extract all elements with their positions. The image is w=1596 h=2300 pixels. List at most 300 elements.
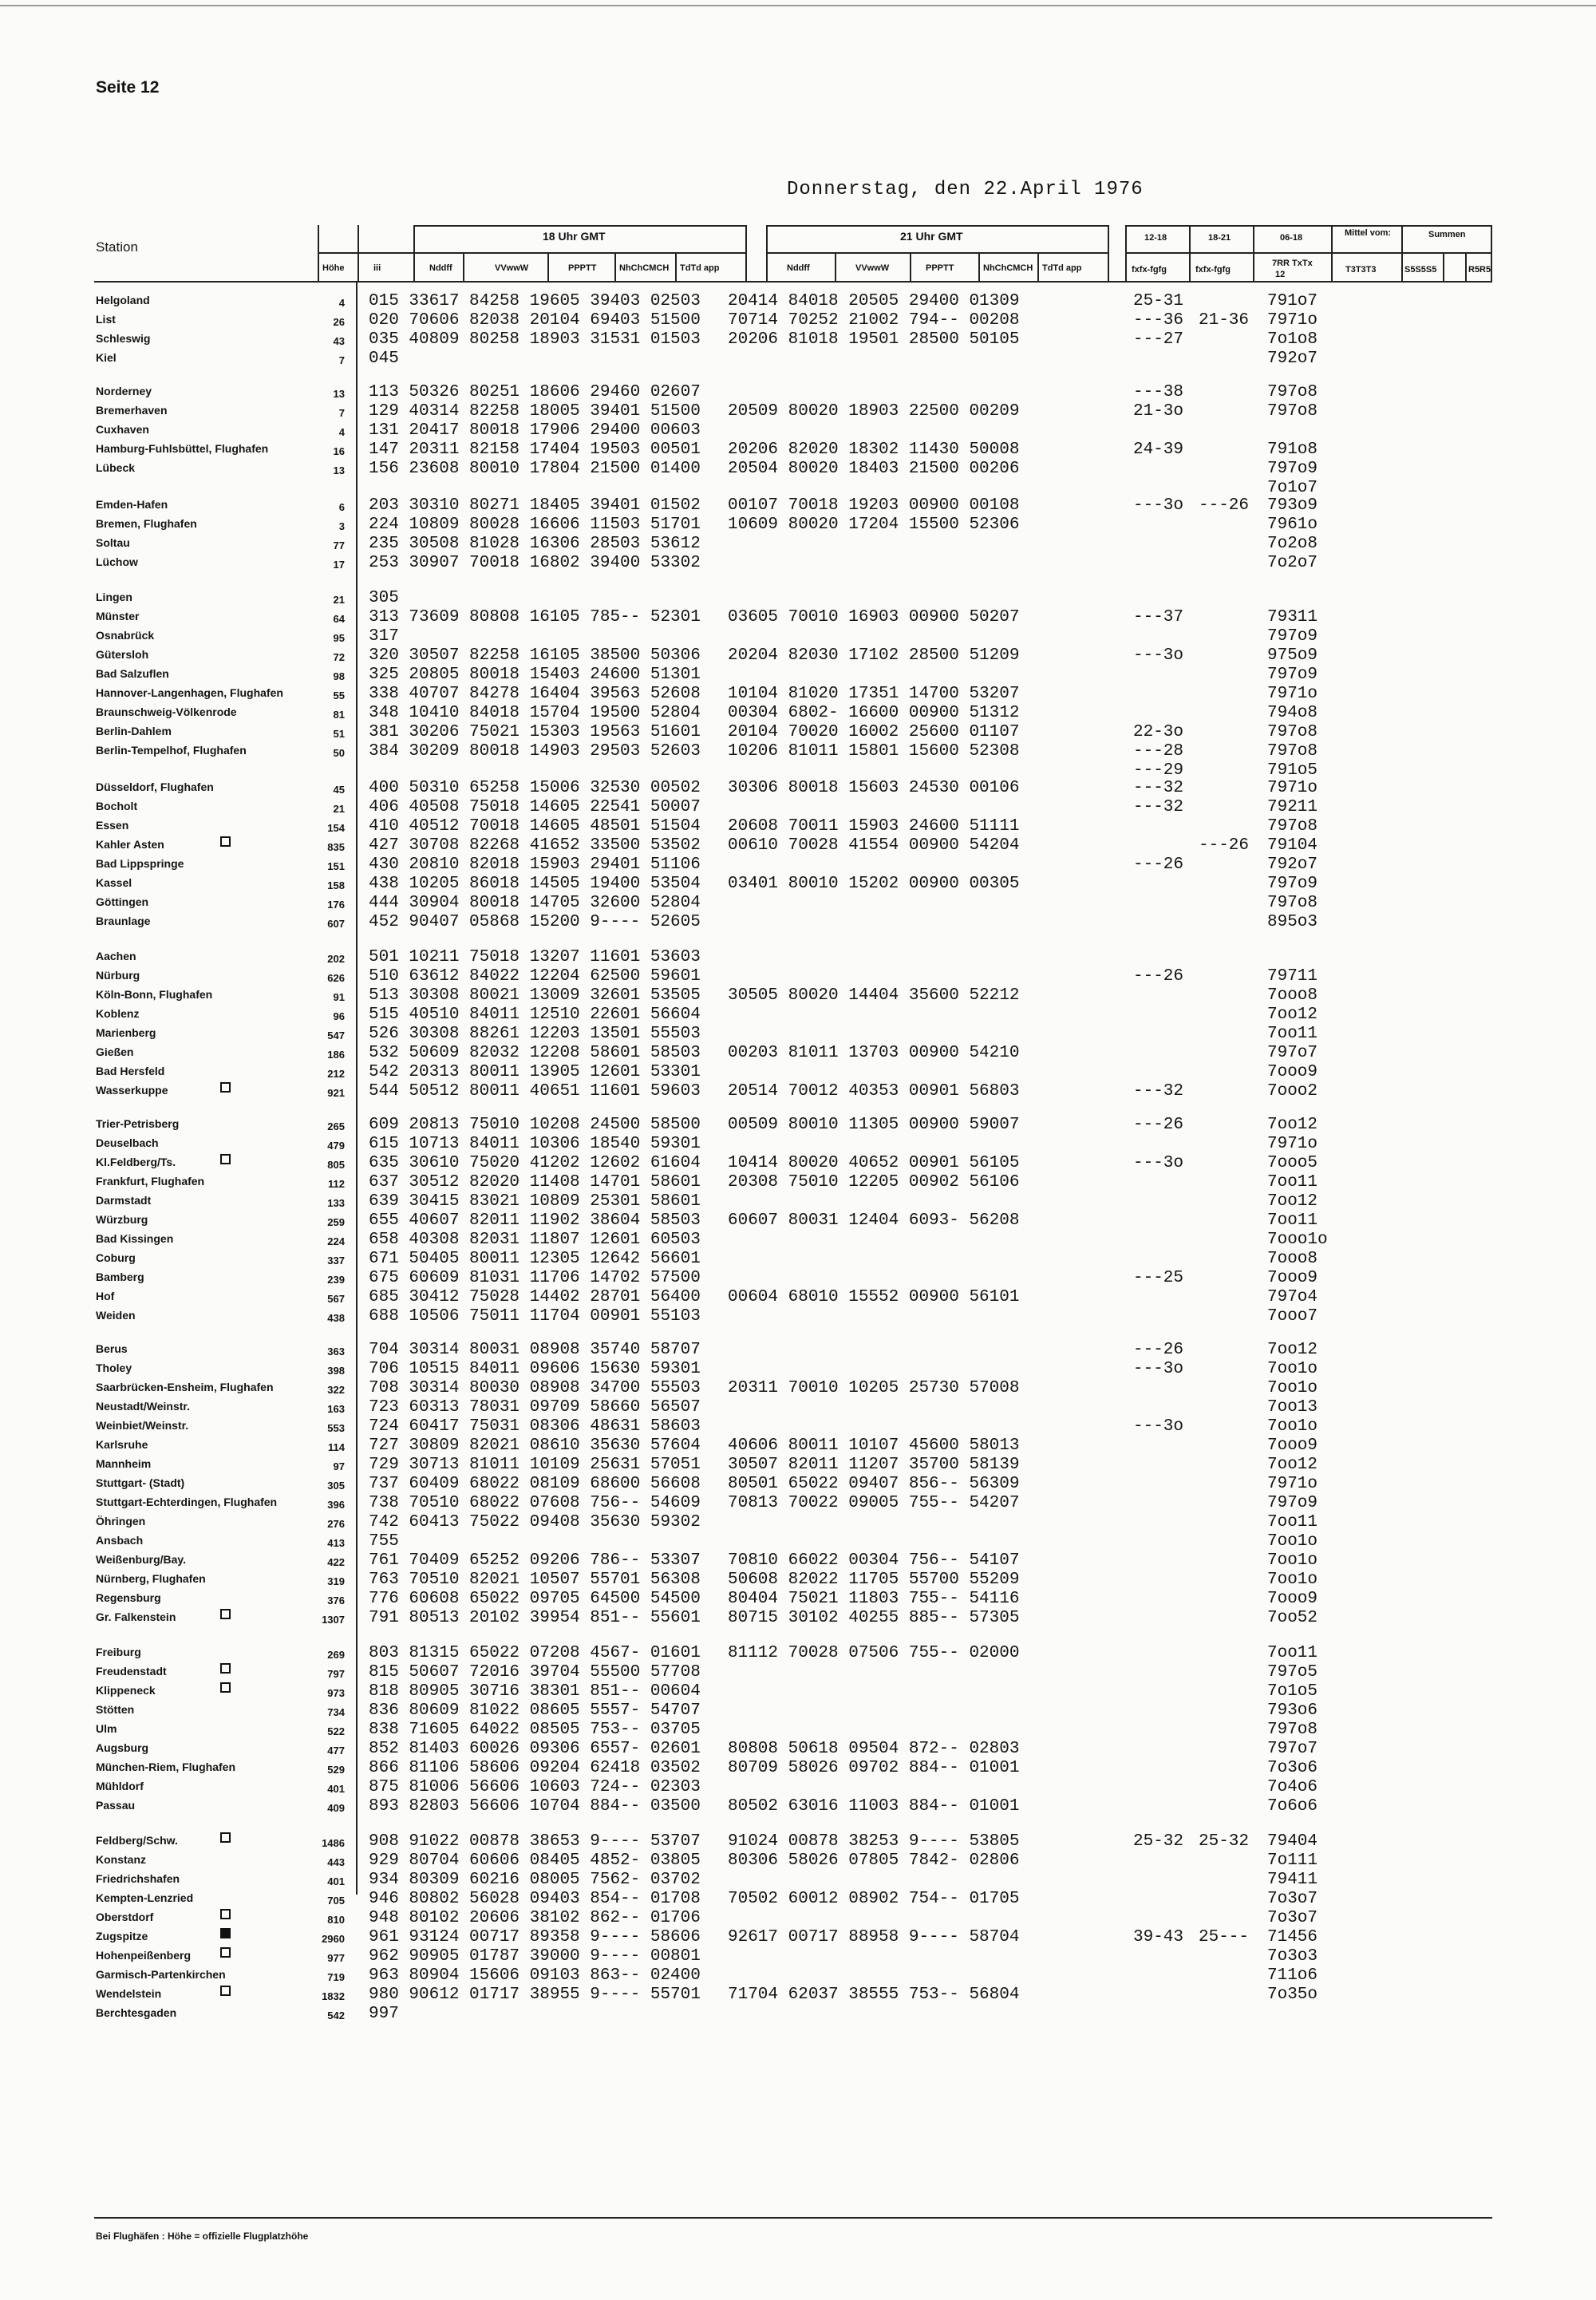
obs-18-gmt: 438 10205 86018 14505 19400 53504: [369, 875, 701, 893]
station-name: Hannover-Langenhagen, Flughafen: [96, 686, 283, 699]
obs-18-gmt: 729 30713 81011 10109 25631 57051: [369, 1456, 701, 1474]
table-row: [0, 1532, 1596, 1551]
station-name: Marienberg: [96, 1026, 156, 1039]
gust-12-18: ---3o: [1133, 1154, 1184, 1172]
table-row: [0, 1986, 1596, 2005]
table-row: [0, 292, 1596, 311]
rain-temp-06-18: 793o9: [1267, 496, 1318, 515]
gust-18-21: 25-32: [1199, 1832, 1250, 1851]
station-name: Ulm: [96, 1722, 117, 1735]
obs-18-gmt: 929 80704 60606 08405 4852- 03805: [369, 1851, 701, 1870]
table-row: [0, 1135, 1596, 1154]
station-height: 479: [327, 1140, 345, 1152]
station-height: 43: [333, 335, 345, 347]
obs-21-gmt: 30306 80018 15603 24530 00106: [728, 779, 1020, 797]
station-name: Emden-Hafen: [96, 498, 168, 511]
station-height: 553: [327, 1422, 345, 1434]
station-name: Bamberg: [96, 1271, 144, 1283]
obs-18-gmt: 658 40308 82031 11807 12601 60503: [369, 1231, 701, 1249]
gust-12-18: ---26: [1133, 967, 1184, 986]
station-name: Bad Kissingen: [96, 1232, 174, 1245]
table-row: [0, 421, 1596, 441]
station-height: 607: [327, 918, 345, 930]
obs-21-gmt: 70714 70252 21002 794-- 00208: [728, 311, 1020, 330]
table-row: [0, 330, 1596, 350]
col-12-18-header: 12-18: [1144, 233, 1167, 243]
gust-12-18: ---37: [1133, 608, 1184, 626]
obs-18-gmt: 791 80513 20102 39954 851-- 55601: [369, 1609, 701, 1627]
station-name: Gütersloh: [96, 648, 149, 661]
obs-21-gmt: 10414 80020 40652 00901 56105: [728, 1154, 1020, 1172]
obs-18-gmt: 776 60608 65022 09705 64500 54500: [369, 1590, 701, 1608]
square-icon: [220, 1986, 231, 1996]
table-row: [0, 1513, 1596, 1532]
table-row: [0, 1966, 1596, 1986]
obs-21-gmt: 80306 58026 07805 7842- 02806: [728, 1851, 1020, 1870]
station-name: Lüchow: [96, 555, 138, 568]
rain-temp-06-18: 7ooo7: [1267, 1307, 1318, 1326]
obs-18-gmt: 542 20313 80011 13905 12601 53301: [369, 1063, 701, 1081]
obs-18-gmt: 515 40510 84011 12510 22601 56604: [369, 1006, 701, 1024]
rain-temp-06-18: 7o3o7: [1267, 1909, 1318, 1927]
obs-21-gmt: 80715 30102 40255 885-- 57305: [728, 1609, 1020, 1627]
rain-temp-06-18: 797o7: [1267, 1740, 1318, 1758]
station-height: 626: [327, 972, 345, 984]
station-height: 64: [333, 613, 345, 625]
obs-18-gmt: 203 30310 80271 18405 39401 01502: [369, 496, 701, 515]
station-height: 438: [327, 1312, 345, 1324]
gust-12-18: 21-3o: [1133, 402, 1184, 421]
station-name: Schleswig: [96, 332, 151, 345]
rain-temp-06-18: 7ooo9: [1267, 1063, 1318, 1081]
table-row: [0, 986, 1596, 1006]
station-name: Weiden: [96, 1309, 136, 1322]
obs-21-gmt: 50608 82022 11705 55700 55209: [728, 1571, 1020, 1589]
station-name: Münster: [96, 610, 140, 622]
obs-21-gmt: 60607 80031 12404 6093- 56208: [728, 1211, 1020, 1230]
station-height: 98: [333, 670, 345, 682]
rain-temp-06-18: 7oo1o: [1267, 1551, 1318, 1570]
obs-18-gmt: 706 10515 84011 09606 15630 59301: [369, 1360, 701, 1378]
gust-12-18: 22-3o: [1133, 723, 1184, 741]
station-height: 72: [333, 651, 345, 663]
obs-18-gmt: 685 30412 75028 14402 28701 56400: [369, 1288, 701, 1306]
obs-18-gmt: 763 70510 82021 10507 55701 56308: [369, 1571, 701, 1589]
obs-18-gmt: 637 30512 82020 11408 14701 58601: [369, 1173, 701, 1191]
station-height: 50: [333, 747, 345, 759]
rain-temp-06-18: 7ooo8: [1267, 1250, 1318, 1268]
station-name: Düsseldorf, Flughafen: [96, 780, 214, 793]
obs-18-gmt: 655 40607 82011 11902 38604 58503: [369, 1211, 701, 1230]
table-row: [0, 817, 1596, 836]
station-height: 443: [327, 1856, 345, 1868]
obs-18-gmt: 818 80905 30716 38301 851-- 00604: [369, 1682, 701, 1701]
obs-18-gmt: 866 81106 58606 09204 62418 03502: [369, 1759, 701, 1777]
rain-temp-06-18: 797o8: [1267, 817, 1318, 836]
table-row: [0, 1663, 1596, 1682]
table-row: [0, 516, 1596, 535]
station-height: 337: [327, 1255, 345, 1267]
table-row: [0, 383, 1596, 402]
gust-12-18: ---3o: [1133, 646, 1184, 665]
obs-18-gmt: 948 80102 20606 38102 862-- 01706: [369, 1909, 701, 1927]
gust-12-18: ---32: [1133, 779, 1184, 797]
station-name: Essen: [96, 819, 129, 832]
table-row: [0, 948, 1596, 967]
station-name: Stuttgart-Echterdingen, Flughafen: [96, 1496, 278, 1508]
station-name: Klippeneck: [96, 1684, 156, 1697]
station-name: Freiburg: [96, 1646, 141, 1658]
gust-12-18: ---28: [1133, 742, 1184, 761]
table-row: [0, 1063, 1596, 1082]
obs-18-gmt: 320 30507 82258 16105 38500 50306: [369, 646, 701, 665]
table-row: [0, 1154, 1596, 1173]
obs-18-gmt: 836 80609 81022 08605 5557- 54707: [369, 1701, 701, 1720]
rain-temp-06-18: 791o8: [1267, 441, 1318, 459]
obs-18-gmt: 513 30308 80021 13009 32601 53505: [369, 986, 701, 1005]
obs-18-gmt: 934 80309 60216 08005 7562- 03702: [369, 1871, 701, 1889]
rain-temp-06-18: 797o7: [1267, 1044, 1318, 1062]
obs-18-gmt: 305: [369, 589, 399, 607]
obs-18-gmt: 803 81315 65022 07208 4567- 01601: [369, 1644, 701, 1662]
rain-temp-06-18: 7o4o6: [1267, 1778, 1318, 1796]
rain-temp-06-18: 7oo12: [1267, 1006, 1318, 1024]
obs-21-gmt: 70502 60012 08902 754-- 01705: [728, 1890, 1020, 1908]
station-name: Bremerhaven: [96, 404, 168, 417]
square-icon: [220, 1832, 231, 1843]
rain-temp-06-18: 797o8: [1267, 1721, 1318, 1739]
station-name: Stötten: [96, 1703, 135, 1716]
rain-temp-06-18: 797o8: [1267, 742, 1318, 761]
station-name: Weißenburg/Bay.: [96, 1553, 187, 1566]
obs-18-gmt: 946 80802 56028 09403 854-- 01708: [369, 1890, 701, 1908]
station-height: 133: [327, 1197, 345, 1209]
obs-18-gmt: 723 60313 78031 09709 58660 56507: [369, 1398, 701, 1417]
r5-header: R5R5: [1468, 265, 1491, 275]
rain-temp-06-18: 797o9: [1267, 1494, 1318, 1512]
station-name: Kiel: [96, 351, 117, 364]
station-name: Cuxhaven: [96, 423, 149, 436]
obs-18-gmt: 501 10211 75018 13207 11601 53603: [369, 948, 701, 966]
fx-header: fxfx-fgfg: [1195, 265, 1231, 275]
rain-temp-06-18: 794o8: [1267, 704, 1318, 722]
square-icon: [220, 836, 231, 847]
station-height: 401: [327, 1783, 345, 1795]
table-row: [0, 1551, 1596, 1571]
station-height: 112: [328, 1178, 345, 1190]
table-row: [0, 666, 1596, 685]
obs-18-gmt: 427 30708 82268 41652 33500 53502: [369, 836, 701, 855]
station-height: 422: [327, 1556, 345, 1568]
station-height: 409: [327, 1802, 345, 1814]
footer-line: [94, 2217, 1492, 2219]
gust-12-18: ---26: [1133, 856, 1184, 874]
rain-temp-06-18: 7ooo8: [1267, 986, 1318, 1005]
rain-temp-06-18: 79411: [1267, 1871, 1318, 1889]
station-name: Karlsruhe: [96, 1438, 148, 1451]
station-height: 239: [327, 1274, 345, 1286]
station-name: Zugspitze: [96, 1930, 148, 1942]
station-name: Friedrichshafen: [96, 1872, 180, 1885]
station-height: 973: [327, 1687, 345, 1699]
col-header: VVwwW: [495, 263, 529, 273]
gust-12-18: 25-32: [1133, 1832, 1184, 1851]
station-height: 835: [327, 841, 345, 853]
rain-temp-06-18: 797o5: [1267, 1663, 1318, 1682]
obs-21-gmt: 20204 82030 17102 28500 51209: [728, 646, 1020, 665]
obs-18-gmt: 253 30907 70018 16802 39400 53302: [369, 554, 701, 572]
gust-12-18: ---36: [1133, 311, 1184, 330]
table-row: [0, 350, 1596, 369]
obs-18-gmt: 838 71605 64022 08505 753-- 03705: [369, 1721, 701, 1739]
obs-18-gmt: 400 50310 65258 15006 32530 00502: [369, 779, 701, 797]
station-name: Kempten-Lenzried: [96, 1891, 194, 1904]
station-name: Kahler Asten: [96, 838, 164, 851]
station-name: Nürburg: [96, 969, 140, 982]
table-row: [0, 1456, 1596, 1475]
station-name: Garmisch-Partenkirchen: [96, 1968, 226, 1981]
col-header: VVwwW: [855, 263, 890, 273]
rain-temp-06-18: 7o2o7: [1267, 554, 1318, 572]
obs-18-gmt: 893 82803 56606 10704 884-- 03500: [369, 1797, 701, 1816]
obs-18-gmt: 325 20805 80018 15403 24600 51301: [369, 666, 701, 684]
gust-12-18: ---29: [1133, 761, 1184, 780]
obs-21-gmt: 20311 70010 10205 25730 57008: [728, 1379, 1020, 1397]
obs-18-gmt: 704 30314 80031 08908 35740 58707: [369, 1341, 701, 1359]
obs-21-gmt: 00509 80010 11305 00900 59007: [728, 1116, 1020, 1134]
rain-temp-06-18: 792o7: [1267, 856, 1318, 874]
table-row: [0, 441, 1596, 460]
col-header: PPPTT: [926, 263, 954, 273]
rain-temp-06-18: 7oo11: [1267, 1211, 1318, 1230]
station-height: 55: [333, 690, 345, 701]
station-name: Soltau: [96, 536, 130, 549]
obs-18-gmt: 675 60609 81031 11706 14702 57500: [369, 1269, 701, 1287]
obs-18-gmt: 224 10809 80028 16606 11503 51701: [369, 516, 701, 534]
table-row: [0, 913, 1596, 932]
station-name: Helgoland: [96, 294, 150, 306]
gust-12-18: ---26: [1133, 1116, 1184, 1134]
rain-temp-06-18: 7oo1o: [1267, 1379, 1318, 1397]
obs-21-gmt: 00107 70018 19203 00900 00108: [728, 496, 1020, 515]
rain-temp-06-18: 895o3: [1267, 913, 1318, 931]
obs-18-gmt: 742 60413 75022 09408 35630 59302: [369, 1513, 701, 1531]
col-header: NhChCMCH: [619, 263, 670, 273]
obs-18-gmt: 615 10713 84011 10306 18540 59301: [369, 1135, 701, 1153]
station-name: Bad Salzuflen: [96, 667, 169, 680]
station-height: 81: [333, 709, 345, 721]
obs-18-gmt: 875 81006 56606 10603 724-- 02303: [369, 1778, 701, 1796]
station-name: Kassel: [96, 876, 132, 889]
station-height: 51: [333, 728, 345, 740]
station-height: 322: [327, 1384, 345, 1396]
station-name: Coburg: [96, 1251, 136, 1264]
obs-18-gmt: 526 30308 88261 12203 13501 55503: [369, 1025, 701, 1043]
station-height: 269: [327, 1649, 345, 1661]
rain-temp-06-18: 711o6: [1267, 1966, 1318, 1985]
station-height: 522: [327, 1725, 345, 1737]
station-header: Station: [96, 239, 138, 255]
station-name: Wendelstein: [96, 1987, 162, 2000]
obs-21-gmt: 71704 62037 38555 753-- 56804: [728, 1986, 1020, 2004]
table-row: [0, 460, 1596, 479]
station-height: 163: [327, 1403, 345, 1415]
table-row: [0, 1947, 1596, 1966]
obs-18-gmt: 727 30809 82021 08610 35630 57604: [369, 1437, 701, 1455]
gust-18-21: 21-36: [1199, 311, 1250, 330]
gust-12-18: 39-43: [1133, 1928, 1184, 1946]
station-name: Freudenstadt: [96, 1665, 167, 1678]
table-row: [0, 402, 1596, 421]
station-height: 259: [327, 1216, 345, 1228]
rain-temp-06-18: 7o3o7: [1267, 1890, 1318, 1908]
rain-temp-06-18: 7o3o6: [1267, 1759, 1318, 1777]
rain-temp-06-18: 7971o: [1267, 685, 1318, 703]
gust-12-18: ---26: [1133, 1341, 1184, 1359]
rain-temp-06-18: 7o111: [1267, 1851, 1318, 1870]
table-row: [0, 1269, 1596, 1288]
station-name: Göttingen: [96, 895, 149, 908]
block-21-header: 21 Uhr GMT: [900, 230, 963, 243]
table-row: [0, 1682, 1596, 1701]
station-height: 212: [327, 1068, 345, 1080]
station-name: Saarbrücken-Ensheim, Flughafen: [96, 1381, 274, 1393]
station-height: 97: [333, 1460, 345, 1472]
obs-18-gmt: 544 50512 80011 40651 11601 59603: [369, 1082, 701, 1101]
station-height: 114: [328, 1441, 345, 1453]
table-row: [0, 1231, 1596, 1250]
rain-temp-06-18: 7971o: [1267, 311, 1318, 330]
obs-21-gmt: 20206 82020 18302 11430 50008: [728, 441, 1020, 459]
obs-18-gmt: 381 30206 75021 15303 19563 51601: [369, 723, 701, 741]
rain-temp-06-18: 7oo1o: [1267, 1417, 1318, 1436]
rain-temp-06-18: 7o2o8: [1267, 535, 1318, 553]
obs-21-gmt: 00610 70028 41554 00900 54204: [728, 836, 1020, 855]
station-height: 376: [327, 1595, 345, 1606]
obs-18-gmt: 510 63612 84022 12204 62500 59601: [369, 967, 701, 986]
table-row: [0, 627, 1596, 646]
gust-12-18: 25-31: [1133, 292, 1184, 310]
obs-18-gmt: 113 50326 80251 18606 29460 02607: [369, 383, 701, 401]
rain-temp-06-18: 791o7: [1267, 292, 1318, 310]
station-name: Berlin-Tempelhof, Flughafen: [96, 744, 247, 757]
table-row: [0, 554, 1596, 573]
station-height: 3: [338, 520, 345, 532]
obs-18-gmt: 737 60409 68022 08109 68600 56608: [369, 1475, 701, 1493]
station-name: Deuselbach: [96, 1136, 159, 1149]
obs-21-gmt: 80502 63016 11003 884-- 01001: [728, 1797, 1020, 1816]
obs-18-gmt: 908 91022 00878 38653 9---- 53707: [369, 1832, 701, 1851]
gust-12-18: 24-39: [1133, 441, 1184, 459]
obs-21-gmt: 40606 80011 10107 45600 58013: [728, 1437, 1020, 1455]
table-row: [0, 1192, 1596, 1211]
station-name: Braunschweig-Völkenrode: [96, 705, 237, 718]
obs-18-gmt: 961 93124 00717 89358 9---- 58606: [369, 1928, 701, 1946]
station-name: Kl.Feldberg/Ts.: [96, 1156, 176, 1168]
obs-21-gmt: 10104 81020 17351 14700 53207: [728, 685, 1020, 703]
table-row: [0, 1928, 1596, 1947]
obs-18-gmt: 688 10506 75011 11704 00901 55103: [369, 1307, 701, 1326]
rain-temp-06-18: 7ooo2: [1267, 1082, 1318, 1101]
station-height: 21: [333, 594, 345, 606]
station-height: 1486: [322, 1837, 345, 1849]
obs-18-gmt: 963 80904 15606 09103 863-- 02400: [369, 1966, 701, 1985]
station-height: 2960: [322, 1933, 345, 1945]
rain-temp-06-18: 79104: [1267, 836, 1318, 855]
rain-temp-06-18: 7ooo9: [1267, 1437, 1318, 1455]
table-row: [0, 742, 1596, 761]
square-icon: [220, 1082, 231, 1093]
obs-21-gmt: 20414 84018 20505 29400 01309: [728, 292, 1020, 310]
obs-18-gmt: 609 20813 75010 10208 24500 58500: [369, 1116, 701, 1134]
table-row: [0, 836, 1596, 856]
rain-temp-06-18: 7971o: [1267, 1135, 1318, 1153]
table-row: [0, 1360, 1596, 1379]
obs-21-gmt: 80501 65022 09407 856-- 56309: [728, 1475, 1020, 1493]
station-name: Bremen, Flughafen: [96, 517, 197, 530]
t3-header: T3T3T3: [1345, 265, 1377, 275]
obs-18-gmt: 147 20311 82158 17404 19503 00501: [369, 441, 701, 459]
square-icon: [220, 1909, 231, 1919]
station-name: Bad Lippspringe: [96, 857, 184, 870]
station-height: 363: [327, 1346, 345, 1357]
table-row: [0, 1701, 1596, 1721]
rain-temp-06-18: 7oo12: [1267, 1341, 1318, 1359]
table-row: [0, 2005, 1596, 2024]
table-row: [0, 1609, 1596, 1628]
obs-21-gmt: 00304 6802- 16600 00900 51312: [728, 704, 1020, 722]
station-name: Berchtesgaden: [96, 2006, 177, 2019]
obs-21-gmt: 20504 80020 18403 21500 00206: [728, 460, 1020, 478]
obs-21-gmt: 20308 75010 12205 00902 56106: [728, 1173, 1020, 1191]
rain-temp-06-18: 7oo13: [1267, 1398, 1318, 1417]
station-height: 96: [333, 1010, 345, 1022]
rain-temp-06-18: 7o1o7: [1267, 479, 1318, 497]
obs-21-gmt: 70813 70022 09005 755-- 54207: [728, 1494, 1020, 1512]
rain-temp-06-18: 7971o: [1267, 779, 1318, 797]
table-row: [0, 761, 1596, 780]
table-row: [0, 1871, 1596, 1890]
table-row: [0, 1759, 1596, 1778]
station-height: 13: [333, 464, 345, 476]
station-height: 547: [327, 1029, 345, 1041]
obs-18-gmt: 313 73609 80808 16105 785-- 52301: [369, 608, 701, 626]
station-height: 77: [333, 539, 345, 551]
obs-18-gmt: 639 30415 83021 10809 25301 58601: [369, 1192, 701, 1211]
station-height: 1307: [322, 1614, 345, 1626]
obs-18-gmt: 015 33617 84258 19605 39403 02503: [369, 292, 701, 310]
obs-21-gmt: 00203 81011 13703 00900 54210: [728, 1044, 1020, 1062]
obs-18-gmt: 020 70606 82038 20104 69403 51500: [369, 311, 701, 330]
obs-21-gmt: 20104 70020 16002 25600 01107: [728, 723, 1020, 741]
station-height: 319: [327, 1575, 345, 1587]
obs-18-gmt: 045: [369, 350, 399, 368]
obs-18-gmt: 317: [369, 627, 399, 646]
table-row: [0, 1797, 1596, 1816]
obs-21-gmt: 20509 80020 18903 22500 00209: [728, 402, 1020, 421]
station-height: 151: [327, 860, 345, 872]
station-name: Lübeck: [96, 461, 136, 474]
gust-12-18: ---3o: [1133, 496, 1184, 515]
obs-21-gmt: 10609 80020 17204 15500 52306: [728, 516, 1020, 534]
station-height: 542: [327, 2010, 345, 2021]
table-row: [0, 1211, 1596, 1231]
gust-12-18: ---25: [1133, 1269, 1184, 1287]
table-row: [0, 1778, 1596, 1797]
obs-18-gmt: 761 70409 65252 09206 786-- 53307: [369, 1551, 701, 1570]
summen-header: Summen: [1428, 230, 1466, 239]
station-height: 4: [338, 297, 345, 309]
